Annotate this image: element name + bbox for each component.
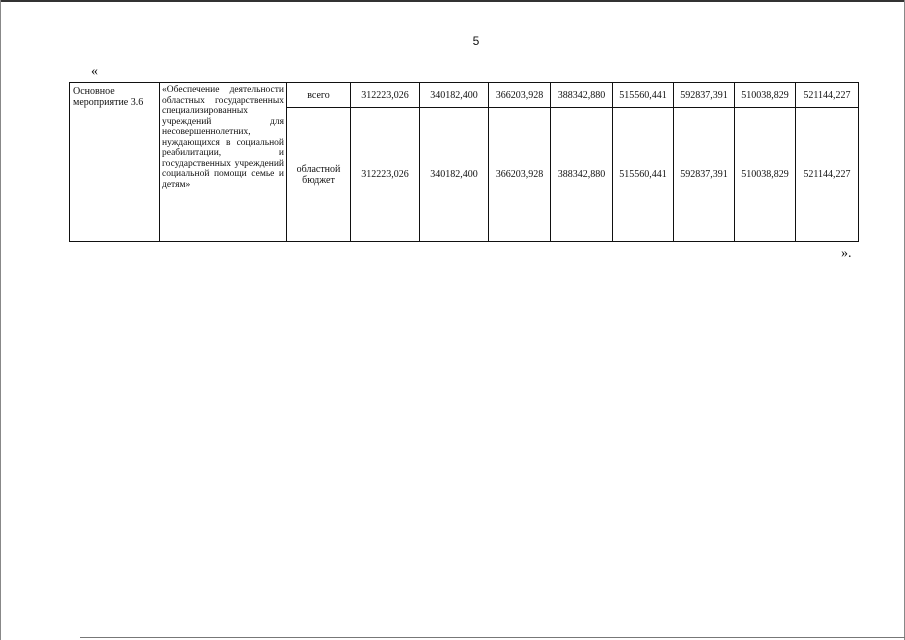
table-row-total <box>70 83 859 108</box>
scan-left-edge <box>0 0 1 640</box>
value-cell: 510038,829 <box>735 108 796 242</box>
funding-source-cell: областной бюджет <box>287 108 351 242</box>
value-cell: 515560,441 <box>613 83 674 108</box>
value-cell: 510038,829 <box>735 83 796 108</box>
value-cell: 366203,928 <box>489 83 551 108</box>
value-cell: 312223,026 <box>351 83 420 108</box>
value-cell: 366203,928 <box>489 108 551 242</box>
event-description-cell: «Обеспечение деятельности областных государственных специализированных учреждений для несовершеннолетних, нуждающихся в социальной реабилитации, и государственных учреждений социальной помощи семье и детям» <box>160 83 287 242</box>
closing-quote: ». <box>841 246 852 261</box>
value-cell: 388342,880 <box>551 108 613 242</box>
scan-top-edge <box>0 0 905 2</box>
budget-table <box>69 82 859 242</box>
value-cell: 521144,227 <box>796 83 859 108</box>
value-cell: 521144,227 <box>796 108 859 242</box>
value-cell: 340182,400 <box>420 83 489 108</box>
opening-quote: « <box>91 64 98 79</box>
page-number: 5 <box>472 34 480 48</box>
event-name-cell: Основное мероприятие 3.6 <box>70 83 160 242</box>
value-cell: 515560,441 <box>613 108 674 242</box>
value-cell: 388342,880 <box>551 83 613 108</box>
value-cell: 592837,391 <box>674 83 735 108</box>
funding-source-cell: всего <box>287 83 351 108</box>
value-cell: 312223,026 <box>351 108 420 242</box>
scan-bottom-edge <box>80 637 905 638</box>
value-cell: 592837,391 <box>674 108 735 242</box>
value-cell: 340182,400 <box>420 108 489 242</box>
